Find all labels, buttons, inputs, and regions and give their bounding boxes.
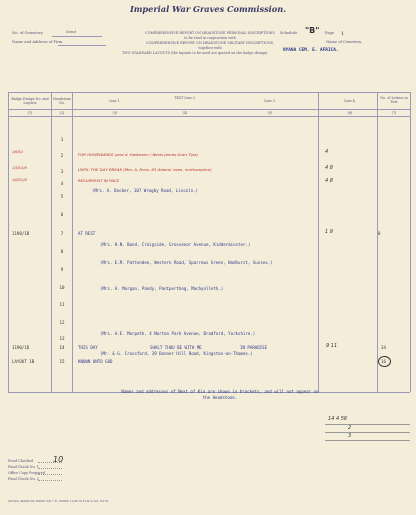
cemetery-name-label: Name of Cemetery. [326, 40, 362, 44]
row-2-badge: 1/6/51 [12, 150, 24, 154]
row-14-badge: 1190/1D [12, 345, 30, 350]
row-4-count: 4 8 [325, 178, 333, 184]
heading-line-1: COMPREHENSIVE REPORT ON HEADSTONE PERSONAL INSCRIPTIONS [145, 31, 275, 35]
cemetery-no-label: No. of Cemetery [12, 31, 43, 35]
row-4-text: RESURREXIT IN PACE [78, 178, 120, 183]
row-7-badge: 1190/1B [12, 231, 30, 236]
row-2-count: 4 [325, 149, 329, 155]
row-7-number: 7 [60, 231, 64, 236]
row-15-number: 15 [59, 359, 65, 364]
row-6-number: 6 [60, 212, 64, 217]
row-15-text: KNOWN UNTO GOD [78, 359, 113, 364]
col-line1: Line 1. [109, 99, 121, 103]
totals-line-1: 14 4 56 [328, 416, 348, 422]
row-11-number: 11 [59, 302, 65, 307]
document-title: Imperial War Graves Commission. [129, 4, 287, 14]
col-num-4: (4) [182, 111, 188, 115]
row-14-kin: (Mr. & G. Crossford, 39 Donner Hill Road, Kingston-on-Thames.) [100, 351, 253, 356]
firm-label: Name and Address of Firm [12, 40, 63, 44]
row-14-count: 9 11 [326, 343, 338, 349]
page-value: 1 [341, 31, 345, 37]
row-8-number: 8 [60, 249, 64, 254]
col-line3: Line 3. [264, 99, 276, 103]
heading-line-5b: (the layouts to be used are quoted on the badge design). [171, 51, 269, 55]
row-13-text: (Mrs. A.E. Morpeth, 4 Norton Park Avenue, Bradford, Yorkshire.) [100, 331, 256, 336]
row-10-number: 10 [59, 285, 65, 290]
row-9-text: (Mrs. E.M. Pattenden, Western Road, Sparrows Green, Wadhurst, Sussex.) [100, 260, 273, 265]
row-14-text3: IN PARADISE [240, 345, 268, 350]
row-14-text2: SHALT THOU BE WITH ME [150, 345, 202, 350]
row-7-letters: 8 [378, 231, 381, 236]
col-num-1: (1) [27, 111, 33, 115]
heading-line-4: together with [198, 46, 222, 50]
row-1-number: 1 [60, 137, 64, 142]
row-5-number: 5 [60, 194, 64, 199]
row-5-text: (Mrs. A. Docker, 107 Wragby Road, Lincoln.) [92, 188, 198, 193]
col-badge-design: Badge Design No. and Layouts [11, 97, 49, 105]
final-check-1-label: Final Check No. 1 [8, 465, 39, 469]
row-12-number: 12 [59, 320, 65, 325]
row-14-text: THIS DAY [78, 345, 98, 350]
cemetery-name: NYANA CEM. E. AFRICA. [283, 48, 339, 53]
final-check-2-label: Final Check No. 2 [8, 477, 39, 481]
col-num-2: (2) [59, 111, 65, 115]
kin-note: Names and addresses of Next of Kin are shown in brackets, and will not appear on the Headstone. [121, 389, 319, 400]
row-13-number: 13 [59, 336, 65, 341]
row-8-text: (Mrs. H.N. Bond, Craigside, Grosvenor Avenue, Kidderminster.) [100, 242, 251, 247]
row-15-letters: 16 [381, 359, 386, 364]
row-11-text: (Mrs. A. Morgan, Pandy, Pantperthog, Machynlleth.) [100, 286, 224, 291]
row-4-number: 4 [60, 181, 64, 186]
heading-line-5: TWO STANDARD LAYOUTS [122, 51, 170, 55]
row-3-number: 3 [60, 169, 64, 174]
office-copy-label: Office Copy Prepared [8, 471, 45, 475]
col-headstone-no: Headstone No. [53, 97, 71, 105]
proof-checked-label: Proof Checked [8, 459, 34, 463]
initials-mark: 10 [53, 455, 64, 464]
col-line2: TEXT Line 2. [174, 96, 196, 100]
row-3-text: UNTIL THE DAY BREAK (Mrs. A. Roos. 83 Adams' aves. northampton) [78, 167, 212, 172]
col-num-3: (3) [112, 111, 118, 115]
row-14-letters: 34 [381, 345, 386, 350]
schedule-value: "B" [305, 26, 320, 35]
heading-line-3: COMPREHENSIVE REPORT ON HEADSTONE MILITARY INSCRIPTIONS, [145, 41, 275, 45]
row-7-count: 1 9 [325, 229, 333, 235]
row-9-number: 9 [60, 267, 64, 272]
heading-line-2: to be read in conjunction with [184, 36, 236, 40]
row-2-number: 2 [60, 153, 64, 158]
row-15-badge: LAYOUT 1B [12, 359, 35, 364]
row-4-badge: 1/6/51/8 [12, 178, 27, 182]
col-line4: Line 4. [344, 99, 356, 103]
row-14-number: 14 [59, 345, 65, 350]
row-2-text: FOR HOMEWARDS (and d. Hadmann / Nevis James Gran Tipe) [78, 152, 198, 157]
col-num-6: (6) [347, 111, 353, 115]
schedule-label: Schedule [280, 31, 298, 35]
row-3-count: 4 8 [325, 165, 333, 171]
col-letters: No. of Letters in Text [380, 96, 408, 104]
letters-circle-mark [378, 356, 391, 367]
totals-line-2: 2 [348, 425, 352, 431]
col-num-7: (7) [391, 111, 397, 115]
cemetery-no-value: Sand [66, 29, 76, 34]
page-label: Page [325, 31, 335, 35]
totals-line-3: 3 [348, 433, 352, 439]
row-3-badge: 1/5/51/8 [12, 166, 27, 170]
row-7-text: AT REST [78, 231, 96, 236]
col-num-5: (5) [267, 111, 273, 115]
print-line: (M703) 40000 SS 30000 5/8 7 P...50000 11/30 W H & S Ltd. 6279 [8, 499, 109, 503]
